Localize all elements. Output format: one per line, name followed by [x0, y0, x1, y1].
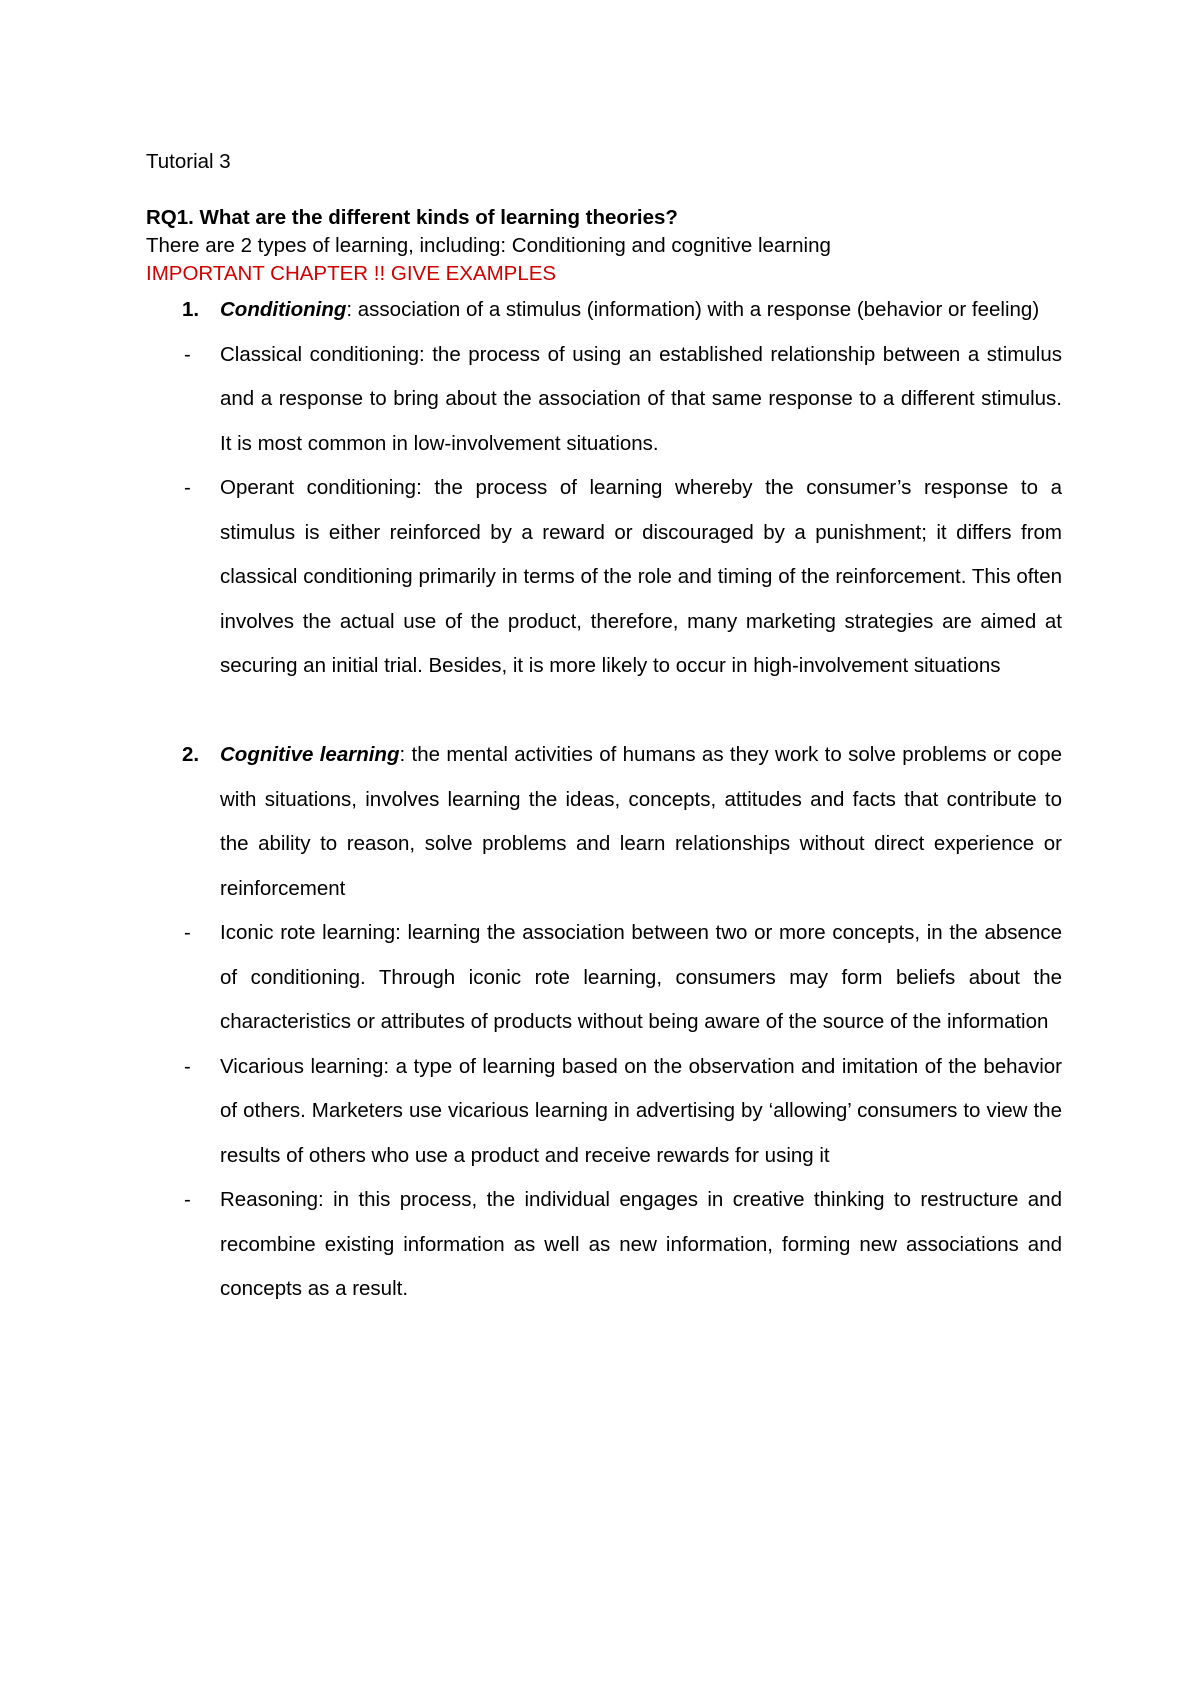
section-1-subitem-classical: [146, 333, 1062, 467]
subitem-text: Classical conditioning: the process of using an established relationship between a stimulus and a response to bring about the association of that same response to a different stimulus. It is most common in low-involvement situations.: [220, 342, 1062, 455]
subitem-text: Reasoning: in this process, the individual engages in creative thinking to restructure and recombine existing information as well as new information, forming new associations and concepts as a result.: [220, 1188, 1062, 1300]
section-1-definition: : association of a stimulus (information) with a response (behavior or feeling): [346, 298, 1040, 321]
section-1-term: Conditioning: [220, 298, 347, 321]
section-list: [146, 288, 1062, 1312]
section-1-number: 1.: [182, 298, 200, 321]
section-2-subitem-vicarious: [146, 1045, 1062, 1179]
subitem-text: Iconic rote learning: learning the association between two or more concepts, in the absence of conditioning. Through iconic rote learning, consumers may form beliefs about the characteristics or attributes of products without being aware of the source of the information: [220, 921, 1062, 1033]
section-2-subitem-reasoning: [146, 1178, 1062, 1312]
bullet-dash: -: [184, 342, 191, 366]
subitem-text: Operant conditioning: the process of learning whereby the consumer’s response to a stimulus is either reinforced by a reward or discouraged by a punishment; it differs from classical conditioning primarily in terms of the role and timing of the reinforcement. This often involves the actual use of the product, therefore, many marketing strategies are aimed at securing an initial trial. Besides, it is more likely to occur in high-involvement situations: [220, 476, 1062, 677]
bullet-dash: -: [184, 921, 191, 944]
bullet-dash: -: [184, 1054, 191, 1078]
question-heading: RQ1. What are the different kinds of learning theories?: [146, 206, 678, 229]
subitem-text: Vicarious learning: a type of learning based on the observation and imitation of the behavior of others. Marketers use vicarious learning in advertising by ‘allowing’ consumers to view the results of others who use a product and receive rewards for using it: [220, 1054, 1062, 1167]
document-title: Tutorial 3: [146, 150, 231, 173]
bullet-dash: -: [184, 476, 191, 499]
section-2-term: Cognitive learning: [220, 743, 400, 766]
section-2-definition: : the mental activities of humans as they work to solve problems or cope with situations, involves learning the ideas, concepts, attitudes and facts that contribute to the ability to reason, solve problems and learn relationships without direct experience or reinforcement: [220, 743, 1063, 900]
title-spacer: [146, 176, 1062, 204]
section-2-item: [146, 733, 1062, 911]
section-1-subitem-operant: [146, 466, 1062, 689]
section-1-item: [146, 288, 1062, 333]
section-2-subitem-iconic: [146, 911, 1062, 1045]
important-note: IMPORTANT CHAPTER !! GIVE EXAMPLES: [146, 262, 557, 285]
document-body: [146, 148, 1062, 1312]
section-spacer: [146, 689, 1062, 734]
bullet-dash: -: [184, 1188, 191, 1211]
intro-text: There are 2 types of learning, including: Conditioning and cognitive learning: [146, 234, 831, 257]
section-2-number: 2.: [182, 743, 200, 766]
